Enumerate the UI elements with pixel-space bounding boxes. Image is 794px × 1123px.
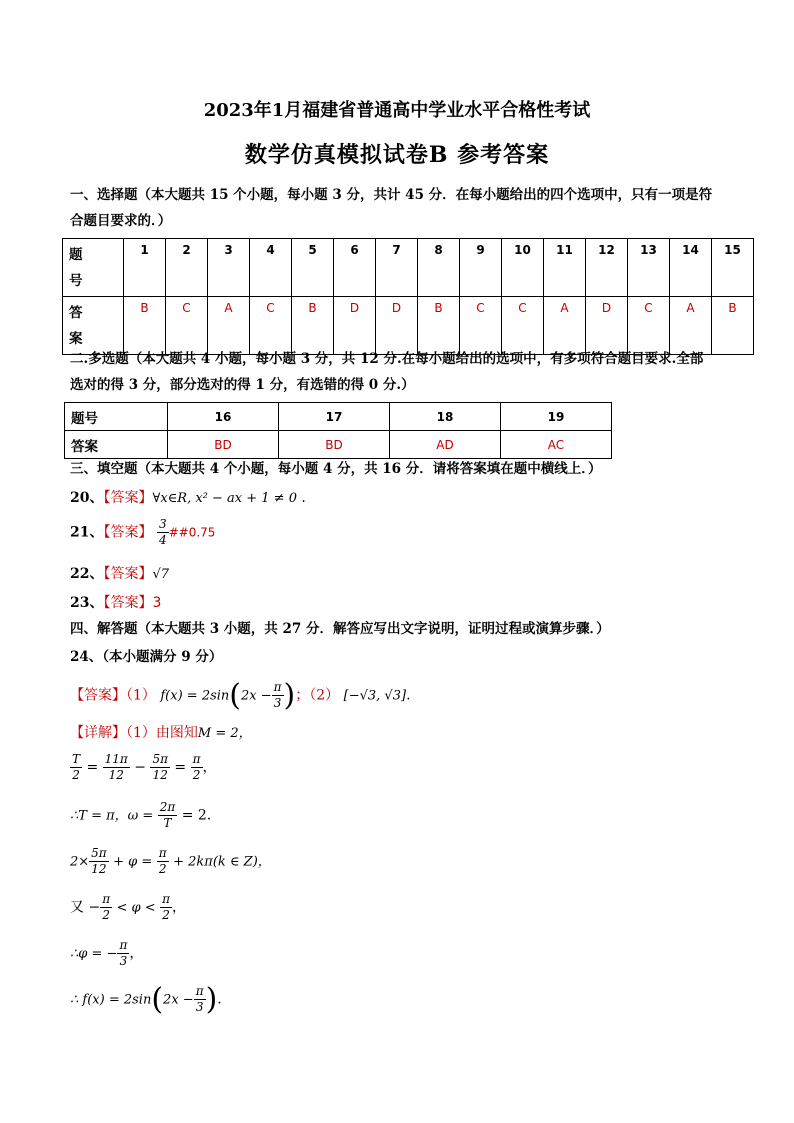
answer-cell: A xyxy=(544,297,586,355)
question-number: 16 xyxy=(168,403,279,431)
phi-lt: < φ < xyxy=(116,900,156,916)
multi-answer-table xyxy=(64,402,612,459)
step-period: $\frac{T}{2}$ = $\frac{11\pi}{12}$ − $\frac{5\pi}{12}$ = $\frac{\pi}{2}$ ， xyxy=(72,752,217,782)
answer-tag: 【答案】 xyxy=(103,595,153,611)
row-header-question: 题号 xyxy=(63,239,124,297)
answer-cell: C xyxy=(250,297,292,355)
step-phi-range: 又 − $\frac{\pi}{2}$ < φ < $\frac{\pi}{2}$ ， xyxy=(70,892,187,922)
section2-instructions xyxy=(70,346,730,398)
final-prefix: ∴ f(x) = 2sin xyxy=(70,992,152,1008)
answer-cell: B xyxy=(292,297,334,355)
detail-line xyxy=(70,722,252,742)
answer-cell: AD xyxy=(390,431,501,459)
answer-tag: 【答案】 xyxy=(70,687,126,704)
step-final: ∴ f(x) = 2sin(2x − $\frac{\pi}{3}$ ). xyxy=(70,982,222,1017)
q23-number: 23、 xyxy=(70,595,104,611)
phi-result: ∴φ = − xyxy=(70,946,118,962)
section3-instructions: 三、填空题（本大题共 4 个小题，每小题 4 分，共 16 分．请将答案填在题中横线上．） xyxy=(70,461,602,477)
table-row xyxy=(63,239,754,297)
question-number: 19 xyxy=(501,403,612,431)
part1-label: （1） xyxy=(126,687,156,704)
answer-tag: 【答案】 xyxy=(103,490,153,506)
question-number: 17 xyxy=(279,403,390,431)
part2-label: ；（2） xyxy=(295,687,340,704)
answer-cell: A xyxy=(670,297,712,355)
phi-tail: + 2kπ(k ∈ Z)， xyxy=(173,854,271,870)
final-inner: 2x − xyxy=(163,992,194,1008)
question-number: 15 xyxy=(712,239,754,297)
section1-line2: 合题目要求的．） xyxy=(70,213,172,229)
q22-answer: √7 xyxy=(152,567,170,582)
answer-cell: B xyxy=(712,297,754,355)
question-number: 4 xyxy=(250,239,292,297)
two-times: 2× xyxy=(70,854,90,870)
question-number: 11 xyxy=(544,239,586,297)
function-expression: f(x) = 2sin xyxy=(160,688,230,704)
answer-cell: C xyxy=(460,297,502,355)
detail-text: （1）由图知 xyxy=(126,725,198,741)
answer-cell: AC xyxy=(501,431,612,459)
answer-cell: C xyxy=(502,297,544,355)
q20-answer-line: 20、【答案】∀x∈R, x² − ax + 1 ≠ 0 . xyxy=(70,490,306,506)
step-phi-result: ∴φ = − $\frac{\pi}{3}$ ， xyxy=(70,938,144,968)
question-number: 10 xyxy=(502,239,544,297)
section1-line1: 一、选择题（本大题共 15 个小题，每小题 3 分，共计 45 分．在每小题给出的四个选项中，只有一项是符 xyxy=(70,187,713,203)
q21-fraction: $\frac{3}{4}$ xyxy=(158,517,167,547)
q21-answer-line xyxy=(70,517,215,548)
q20-number: 20、 xyxy=(70,490,104,506)
answer-tag: 【答案】 xyxy=(103,566,153,582)
omega-text: ∴T = π，ω = xyxy=(70,808,154,824)
section4-instructions: 四、解答题（本大题共 3 小题，共 27 分．解答应写出文字说明，证明过程或演算步骤．） xyxy=(70,621,610,637)
answer-cell: D xyxy=(376,297,418,355)
exam-title: 2023年1月福建省普通高中学业水平合格性考试 xyxy=(203,100,591,121)
answer-cell: B xyxy=(124,297,166,355)
question-number: 2 xyxy=(166,239,208,297)
inner-expression: 2x − xyxy=(241,688,272,704)
question-number: 14 xyxy=(670,239,712,297)
answer-cell: D xyxy=(334,297,376,355)
answer-cell: BD xyxy=(168,431,279,459)
answer-tag: 【答案】 xyxy=(103,524,153,541)
row-header-answer: 答案 xyxy=(65,431,168,459)
again-text: 又 − xyxy=(70,899,101,916)
answer-cell: B xyxy=(418,297,460,355)
choice-answer-table xyxy=(62,238,754,355)
answer-cell: C xyxy=(166,297,208,355)
section2-line1: 二.多选题（本大题共 4 小题，每小题 3 分，共 12 分.在每小题给出的选项中，有多项符合题目要求.全部 xyxy=(70,351,704,367)
table-row xyxy=(65,431,612,459)
q21-extra: ##0.75 xyxy=(168,525,216,540)
question-number: 9 xyxy=(460,239,502,297)
question-number: 1 xyxy=(124,239,166,297)
q22-answer-line xyxy=(70,563,169,583)
question-number: 3 xyxy=(208,239,250,297)
answer-cell: C xyxy=(628,297,670,355)
q21-number: 21、 xyxy=(70,524,104,541)
step-phi-equation: 2× $\frac{5\pi}{12}$ + φ = $\frac{\pi}{2}$ + 2kπ(k ∈ Z)， xyxy=(70,846,271,876)
q20-answer: ∀x∈R, x² − ax + 1 ≠ 0 xyxy=(152,491,297,506)
q23-answer: 3 xyxy=(152,595,162,611)
q24-heading: 24、（本小题满分 9 分） xyxy=(70,649,223,665)
step-omega: ∴T = π，ω = $\frac{2\pi}{T}$ = 2. xyxy=(70,800,212,830)
q23-answer-line xyxy=(70,592,161,612)
row-header-answer: 答案 xyxy=(63,297,124,355)
answer-cell: BD xyxy=(279,431,390,459)
question-number: 12 xyxy=(586,239,628,297)
answer-cell: D xyxy=(586,297,628,355)
part2-answer: [−√3, √3] xyxy=(343,688,407,704)
q22-number: 22、 xyxy=(70,566,104,582)
section1-instructions xyxy=(70,182,730,234)
question-number: 18 xyxy=(390,403,501,431)
question-number: 8 xyxy=(418,239,460,297)
question-number: 5 xyxy=(292,239,334,297)
question-number: 7 xyxy=(376,239,418,297)
answer-cell: A xyxy=(208,297,250,355)
section2-line2: 选对的得 3 分，部分选对的得 1 分，有选错的得 0 分.） xyxy=(70,377,415,393)
row-header-question: 题号 xyxy=(65,403,168,431)
question-number: 13 xyxy=(628,239,670,297)
q24-answer-line: 【答案】（1） f(x) = 2sin(2x − $\frac{\pi}{3}$ )；（2） [−√3, √3]. xyxy=(70,678,411,713)
answer-key-subtitle: 数学仿真模拟试卷B 参考答案 xyxy=(244,142,550,168)
detail-tag: 【详解】 xyxy=(70,725,126,741)
table-row xyxy=(65,403,612,431)
question-number: 6 xyxy=(334,239,376,297)
detail-math: M = 2， xyxy=(197,726,252,741)
phi-eq: + φ = xyxy=(113,854,153,870)
